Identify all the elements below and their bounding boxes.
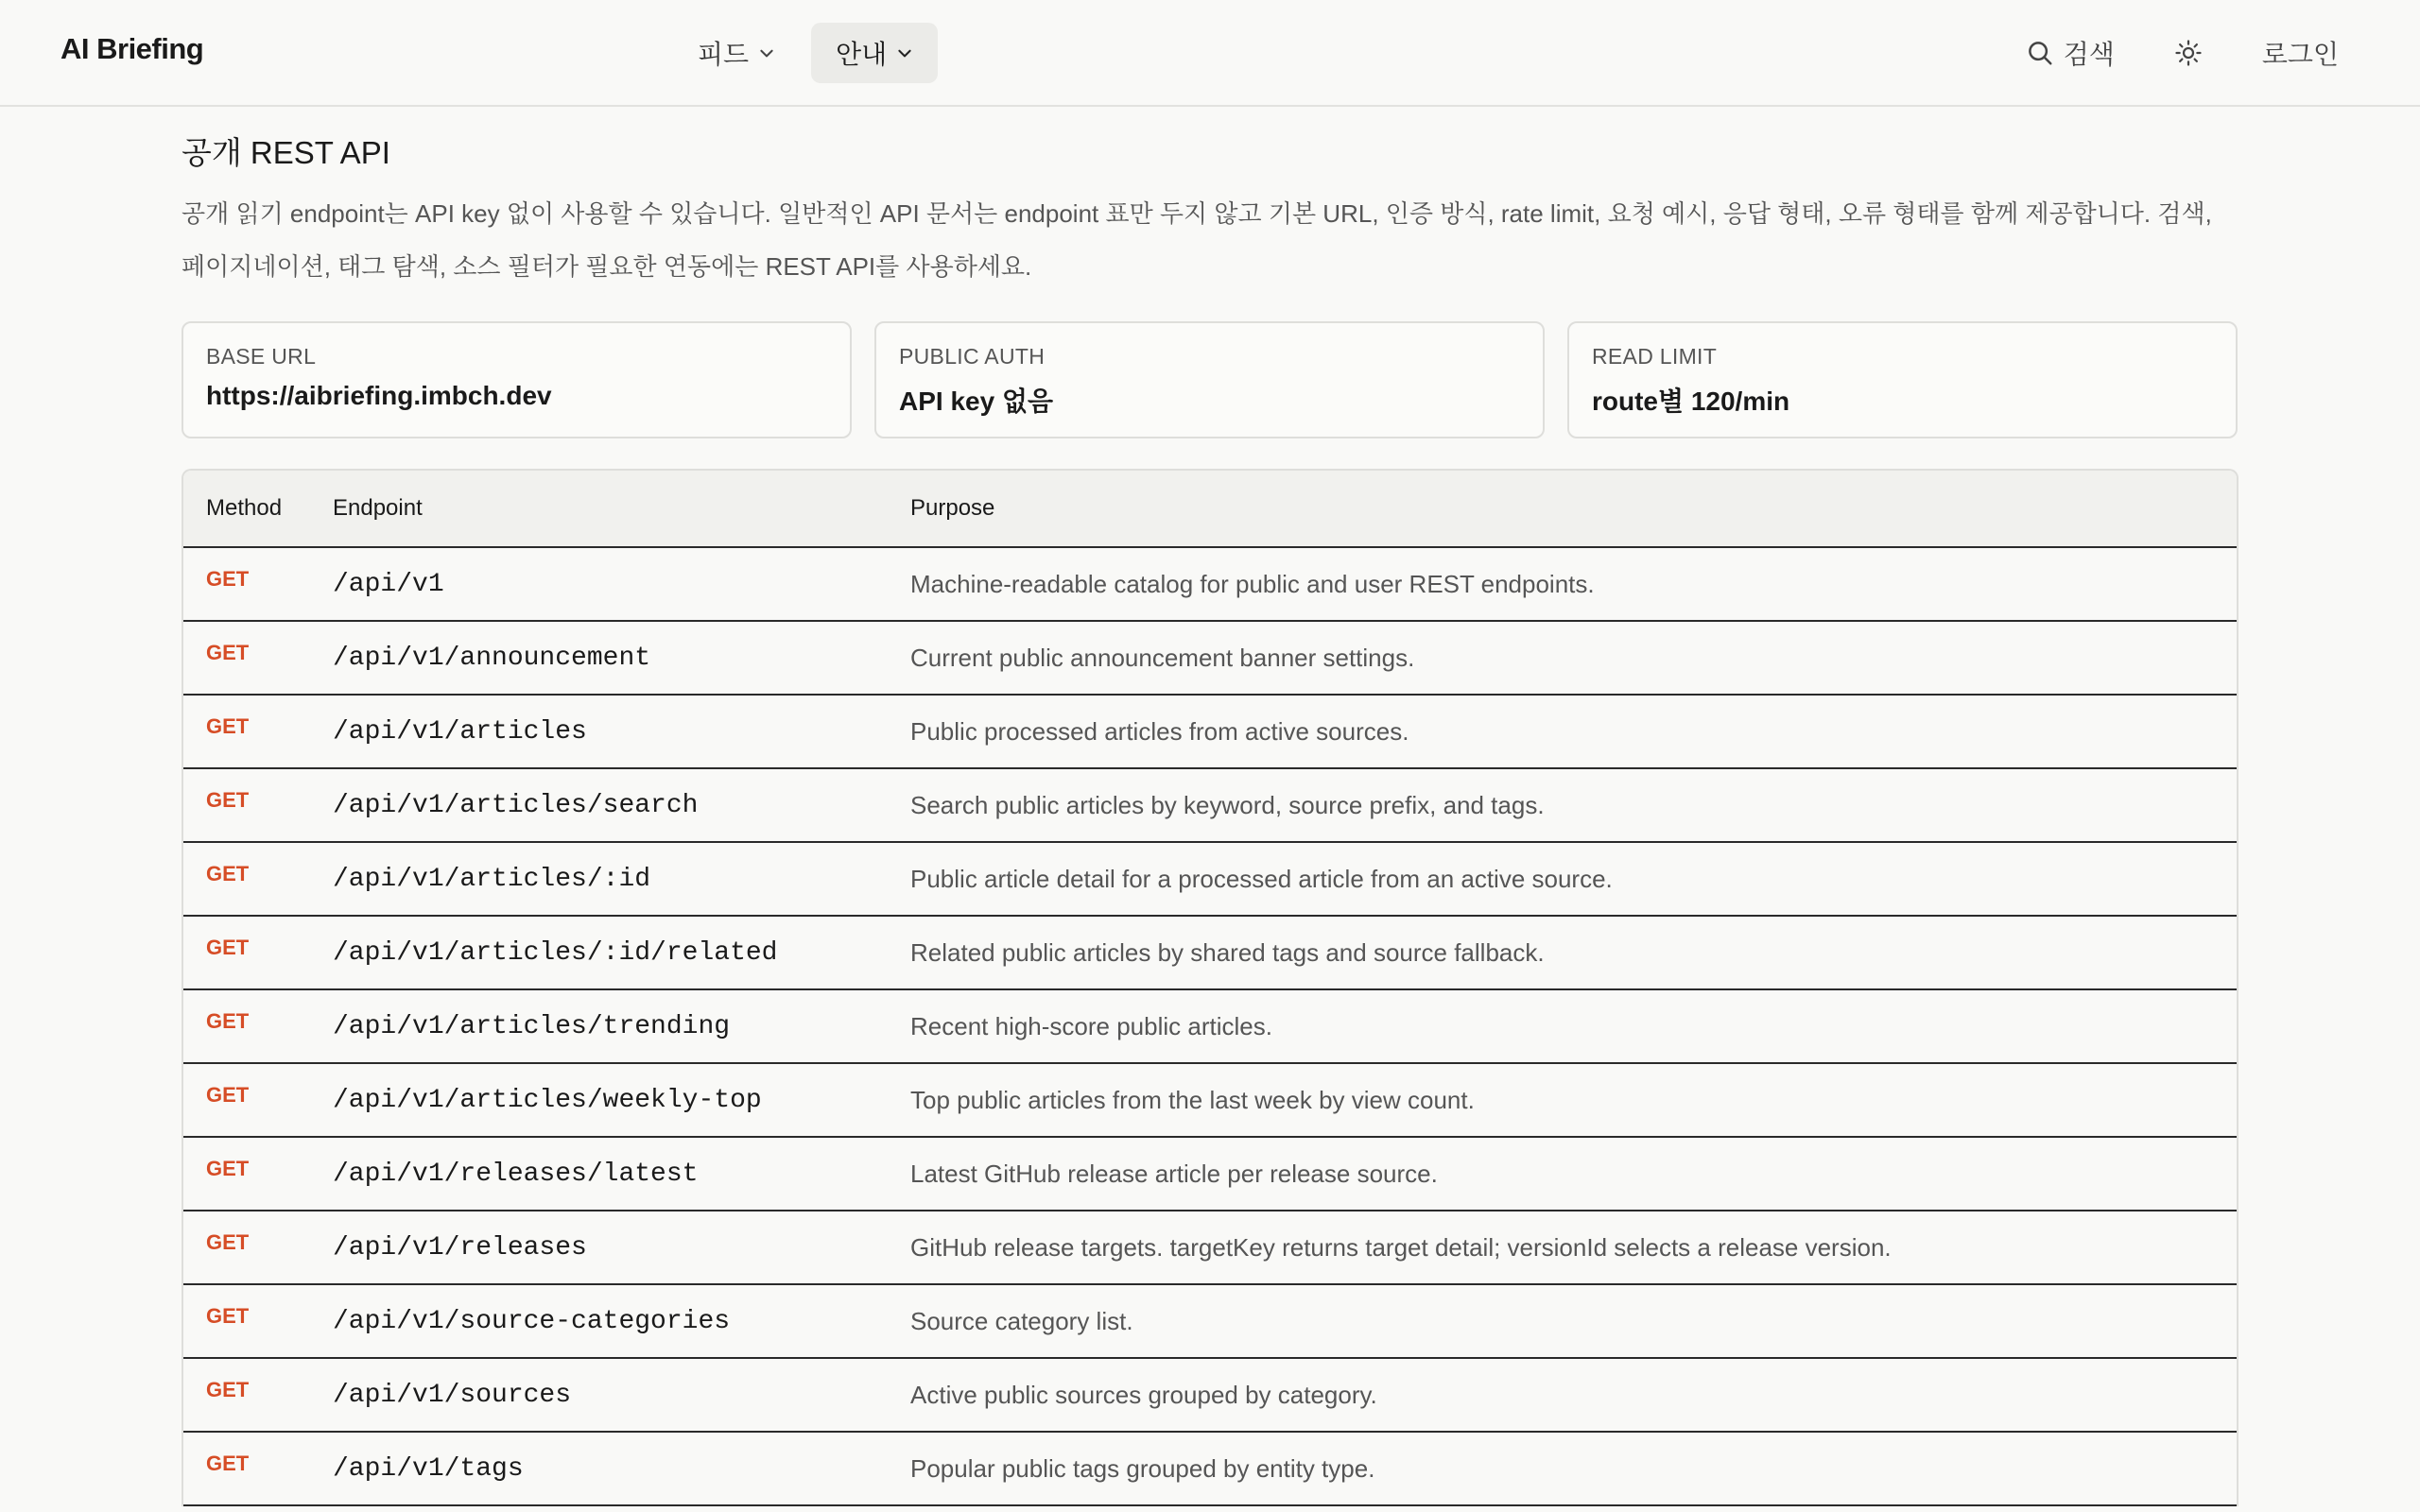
endpoint-purpose: Related public articles by shared tags and source fallback. [910,937,1545,967]
method-badge: GET [206,1452,250,1475]
table-row [183,696,2237,769]
card-value: https://aibriefing.imbch.dev [206,381,552,410]
endpoint-purpose: Source category list. [910,1306,1133,1335]
endpoint-path: /api/v1/sources [333,1380,572,1410]
card-value: API key 없음 [899,387,1054,416]
table-row [183,1064,2237,1138]
base-url-card [182,321,852,438]
main-nav [673,23,938,83]
search-button[interactable] [2005,23,2135,83]
search-label: 검색 [2063,40,2115,69]
endpoint-path: /api/v1/releases [333,1232,587,1263]
chevron-down-icon [896,44,913,61]
method-badge: GET [206,1083,250,1107]
card-label: READ LIMIT [1592,344,1718,369]
endpoint-purpose: Active public sources grouped by category. [910,1380,1377,1409]
theme-toggle-button[interactable] [2154,23,2222,83]
card-value: route별 120/min [1592,387,1790,416]
endpoint-purpose: Recent high-score public articles. [910,1011,1272,1040]
nav-guide-label: 안내 [836,40,888,69]
table-row [183,548,2237,622]
nav-feed[interactable] [673,23,800,83]
header-actions [2005,23,2360,83]
table-row [183,1285,2237,1359]
table-row [183,990,2237,1064]
endpoint-path: /api/v1/articles/trending [333,1011,731,1041]
method-badge: GET [206,862,250,885]
method-badge: GET [206,567,250,591]
method-badge: GET [206,1157,250,1180]
endpoint-purpose: GitHub release targets. targetKey returns target detail; versionId selects a release version. [910,1232,1892,1262]
table-row [183,1433,2237,1506]
page-title: 공개 REST API [182,135,390,170]
info-cards [182,321,2238,438]
nav-feed-label: 피드 [698,40,750,69]
login-button[interactable]: 로그인 [2261,40,2339,69]
method-badge: GET [206,1009,250,1033]
endpoint-path: /api/v1/announcement [333,643,651,673]
endpoint-path: /api/v1/articles/:id [333,864,651,894]
page-description: 공개 읽기 endpoint는 API key 없이 사용할 수 있습니다. 일반적인 API 문서는 endpoint 표만 두지 않고 기본 URL, 인증 방식, rate limit, 요청 예시, 응답 형태, 오류 형태를 함께 제공합니다. 검색, 페이지네이션, 태그 탐색, 소스 필터가 필요한 연동에는 REST API를 사용하세요. [182,199,2212,281]
table-row [183,1211,2237,1285]
header-endpoint: Endpoint [333,495,423,521]
endpoint-purpose: Public processed articles from active sources. [910,716,1409,746]
brand-logo[interactable]: AI Briefing [60,32,204,65]
table-row [183,769,2237,843]
search-icon [2026,39,2054,67]
endpoint-table [182,469,2238,1506]
top-header [0,0,2420,107]
method-badge: GET [206,1378,250,1401]
endpoint-path: /api/v1/articles/:id/related [333,937,778,968]
table-row [183,622,2237,696]
endpoint-path: /api/v1/tags [333,1453,524,1484]
nav-guide[interactable] [811,23,938,83]
endpoint-purpose: Machine-readable catalog for public and user REST endpoints. [910,569,1595,598]
table-header [183,471,2237,548]
endpoint-path: /api/v1/articles/search [333,790,699,820]
endpoint-purpose: Latest GitHub release article per release source. [910,1159,1438,1188]
method-badge: GET [206,1230,250,1254]
header-method: Method [206,495,283,521]
endpoint-path: /api/v1/releases/latest [333,1159,699,1189]
method-badge: GET [206,714,250,738]
table-row [183,843,2237,917]
header-purpose: Purpose [910,495,995,521]
endpoint-path: /api/v1 [333,569,444,599]
endpoint-path: /api/v1/articles [333,716,587,747]
endpoint-purpose: Search public articles by keyword, source prefix, and tags. [910,790,1545,819]
table-row [183,917,2237,990]
public-auth-card [874,321,1545,438]
table-body [183,548,2237,1506]
method-badge: GET [206,641,250,664]
read-limit-card [1567,321,2238,438]
endpoint-purpose: Top public articles from the last week by view count. [910,1085,1475,1114]
table-row [183,1359,2237,1433]
endpoint-purpose: Popular public tags grouped by entity type. [910,1453,1375,1483]
card-label: PUBLIC AUTH [899,344,1046,369]
card-label: BASE URL [206,344,317,369]
method-badge: GET [206,936,250,959]
method-badge: GET [206,1304,250,1328]
endpoint-purpose: Public article detail for a processed article from an active source. [910,864,1613,893]
method-badge: GET [206,788,250,812]
chevron-down-icon [758,44,775,61]
sun-icon [2174,39,2203,67]
main-content [182,107,2238,1506]
table-row [183,1138,2237,1211]
endpoint-path: /api/v1/source-categories [333,1306,731,1336]
endpoint-purpose: Current public announcement banner settings. [910,643,1415,672]
endpoint-path: /api/v1/articles/weekly-top [333,1085,762,1115]
